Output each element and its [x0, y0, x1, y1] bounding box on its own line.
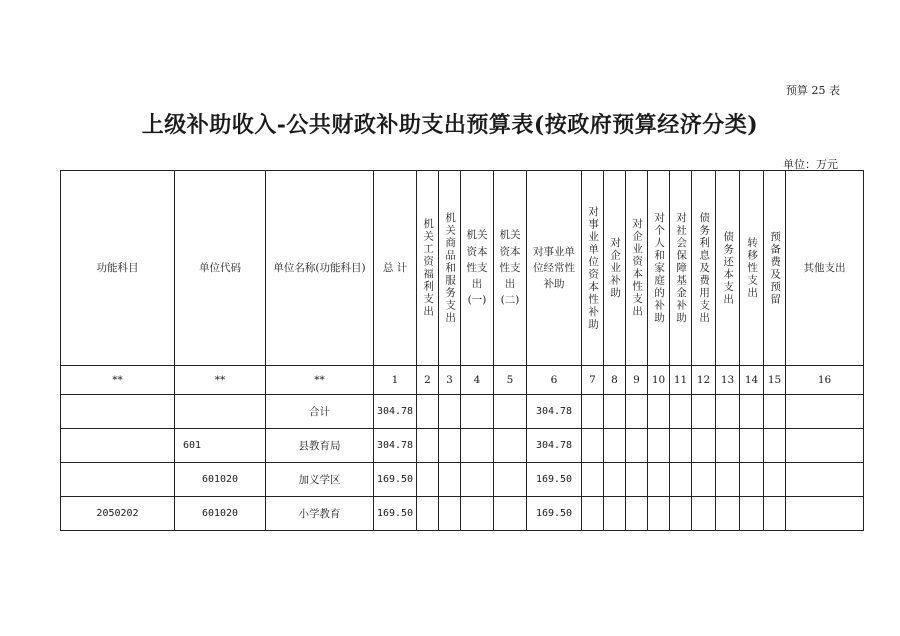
column-header-label: 功能科目: [96, 261, 139, 274]
column-header-label: 单位代码: [199, 261, 241, 274]
column-header-label: 债务利息及费用支出: [698, 211, 711, 325]
column-number-cell: 1: [374, 366, 417, 395]
column-header-label: 对社会保障基金补助: [675, 211, 688, 325]
column-header-8: [527, 171, 582, 366]
empty-cell: [786, 395, 864, 429]
operating-subsidy-cell: 169.50: [527, 463, 582, 497]
empty-cell: [692, 395, 716, 429]
empty-cell: [670, 463, 692, 497]
empty-cell: [716, 463, 740, 497]
empty-cell: [439, 429, 461, 463]
column-number-cell: **: [266, 366, 374, 395]
column-header-label: 机关资本性支出(二): [499, 229, 521, 307]
empty-cell: [461, 497, 494, 531]
empty-cell: [461, 463, 494, 497]
column-header-label: 对事业单位经常性补助: [533, 245, 575, 291]
column-header-4: [417, 171, 439, 366]
column-number-cell: **: [175, 366, 266, 395]
column-number-cell: 4: [461, 366, 494, 395]
column-header-17: [764, 171, 786, 366]
column-number-cell: 12: [692, 366, 716, 395]
column-header-label: 债务还本支出: [722, 230, 735, 306]
empty-cell: [764, 429, 786, 463]
column-header-1: [175, 171, 266, 366]
empty-cell: [740, 463, 764, 497]
column-number-cell: 7: [582, 366, 604, 395]
empty-cell: [786, 497, 864, 531]
column-header-7: [494, 171, 527, 366]
column-header-label: 转移性支出: [746, 236, 759, 300]
unit-name-cell: 小学教育: [266, 497, 374, 531]
column-header-label: 对企业补助: [609, 236, 622, 300]
column-number-cell: 14: [740, 366, 764, 395]
empty-cell: [582, 497, 604, 531]
total-cell: 304.78: [374, 429, 417, 463]
column-header-label: 机关工资福利支出: [422, 218, 435, 318]
empty-cell: [439, 497, 461, 531]
column-number-cell: 3: [439, 366, 461, 395]
function-code-cell: [61, 463, 175, 497]
unit-name-cell: 加义学区: [266, 463, 374, 497]
column-header-label: 总 计: [382, 261, 408, 274]
table-number: 预算 25 表: [786, 84, 840, 97]
column-header-label: 对企业资本性支出: [631, 218, 644, 318]
empty-cell: [439, 463, 461, 497]
column-number-cell: 9: [626, 366, 648, 395]
empty-cell: [494, 395, 527, 429]
empty-cell: [626, 497, 648, 531]
table-row: [61, 463, 864, 497]
header-row: [61, 171, 864, 366]
column-header-14: [692, 171, 716, 366]
column-number-cell: 5: [494, 366, 527, 395]
unit-code-cell: 601020: [175, 497, 266, 531]
column-header-0: [61, 171, 175, 366]
empty-cell: [494, 463, 527, 497]
empty-cell: [604, 395, 626, 429]
column-header-3: [374, 171, 417, 366]
column-header-2: [266, 171, 374, 366]
column-header-label: 对事业单位资本性补助: [587, 205, 600, 331]
empty-cell: [764, 463, 786, 497]
empty-cell: [692, 463, 716, 497]
column-number-cell: 8: [604, 366, 626, 395]
column-number-cell: 11: [670, 366, 692, 395]
empty-cell: [417, 463, 439, 497]
empty-cell: [494, 497, 527, 531]
column-number-row: [61, 366, 864, 395]
empty-cell: [716, 429, 740, 463]
column-number-cell: 16: [786, 366, 864, 395]
total-cell: 304.78: [374, 395, 417, 429]
column-header-label: 单位名称(功能科目): [273, 261, 366, 274]
empty-cell: [626, 463, 648, 497]
unit-code-cell: 601: [175, 429, 266, 463]
empty-cell: [670, 497, 692, 531]
empty-cell: [740, 395, 764, 429]
column-header-label: 预备费及预留: [769, 230, 782, 306]
column-header-18: [786, 171, 864, 366]
column-header-label: 机关资本性支出(一): [466, 229, 488, 307]
unit-code-cell: 601020: [175, 463, 266, 497]
column-header-11: [626, 171, 648, 366]
table-row: [61, 497, 864, 531]
unit-name-cell: 合计: [266, 395, 374, 429]
empty-cell: [417, 395, 439, 429]
unit-name-cell: 县教育局: [266, 429, 374, 463]
empty-cell: [764, 395, 786, 429]
empty-cell: [716, 497, 740, 531]
empty-cell: [786, 463, 864, 497]
column-header-6: [461, 171, 494, 366]
empty-cell: [461, 395, 494, 429]
column-number-cell: 10: [648, 366, 670, 395]
total-cell: 169.50: [374, 497, 417, 531]
column-number-cell: 13: [716, 366, 740, 395]
column-number-cell: **: [61, 366, 175, 395]
empty-cell: [692, 429, 716, 463]
empty-cell: [604, 497, 626, 531]
operating-subsidy-cell: 304.78: [527, 429, 582, 463]
page-title: 上级补助收入-公共财政补助支出预算表(按政府预算经济分类): [141, 112, 759, 138]
empty-cell: [648, 497, 670, 531]
column-header-16: [740, 171, 764, 366]
empty-cell: [648, 463, 670, 497]
unit-code-cell: [175, 395, 266, 429]
empty-cell: [417, 497, 439, 531]
function-code-cell: 2050202: [61, 497, 175, 531]
empty-cell: [716, 395, 740, 429]
column-header-9: [582, 171, 604, 366]
function-code-cell: [61, 395, 175, 429]
column-header-15: [716, 171, 740, 366]
column-header-label: 机关商品和服务支出: [444, 211, 457, 325]
empty-cell: [439, 395, 461, 429]
empty-cell: [417, 429, 439, 463]
empty-cell: [604, 429, 626, 463]
column-header-10: [604, 171, 626, 366]
empty-cell: [648, 429, 670, 463]
table-row: [61, 429, 864, 463]
column-header-label: 对个人和家庭的补助: [653, 211, 666, 325]
empty-cell: [670, 429, 692, 463]
empty-cell: [461, 429, 494, 463]
operating-subsidy-cell: 169.50: [527, 497, 582, 531]
budget-table: [60, 170, 864, 531]
empty-cell: [494, 429, 527, 463]
empty-cell: [626, 429, 648, 463]
empty-cell: [604, 463, 626, 497]
column-number-cell: 2: [417, 366, 439, 395]
empty-cell: [692, 497, 716, 531]
empty-cell: [740, 429, 764, 463]
column-number-cell: 15: [764, 366, 786, 395]
total-cell: 169.50: [374, 463, 417, 497]
column-header-13: [670, 171, 692, 366]
empty-cell: [764, 497, 786, 531]
empty-cell: [582, 395, 604, 429]
column-header-12: [648, 171, 670, 366]
unit-label: 单位：万元: [783, 158, 838, 171]
empty-cell: [582, 463, 604, 497]
column-header-label: 其他支出: [803, 261, 846, 274]
empty-cell: [648, 395, 670, 429]
operating-subsidy-cell: 304.78: [527, 395, 582, 429]
empty-cell: [626, 395, 648, 429]
function-code-cell: [61, 429, 175, 463]
empty-cell: [582, 429, 604, 463]
column-header-5: [439, 171, 461, 366]
empty-cell: [670, 395, 692, 429]
column-number-cell: 6: [527, 366, 582, 395]
empty-cell: [786, 429, 864, 463]
empty-cell: [740, 497, 764, 531]
table-row: [61, 395, 864, 429]
